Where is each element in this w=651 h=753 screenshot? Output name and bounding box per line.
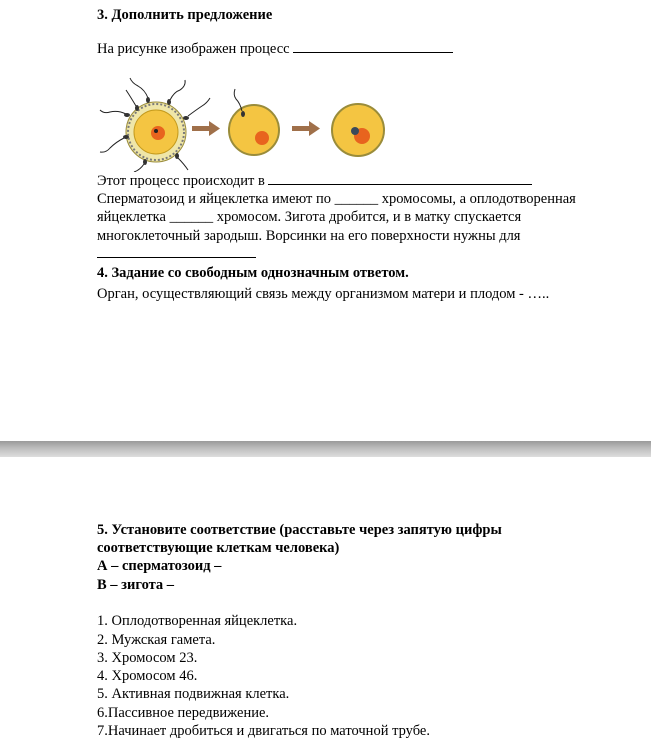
list-item: 2. Мужская гамета. xyxy=(97,632,216,648)
list-item: 5. Активная подвижная клетка. xyxy=(97,686,290,702)
q5-option-b: В – зигота – xyxy=(97,577,175,593)
q3-line3: Сперматозоид и яйцеклетка имеют по ______ хромосомы, а оплодотворенная xyxy=(97,191,576,207)
list-item: 1. Оплодотворенная яйцеклетка. xyxy=(97,613,298,629)
q3-line5: многоклеточный зародыш. Ворсинки на его поверхности нужны для xyxy=(97,228,521,244)
q3-line2-text: Этот процесс происходит в xyxy=(97,173,269,189)
fertilization-figure xyxy=(96,76,392,172)
q4-title: 4. Задание со свободным однозначным ответом. xyxy=(97,265,409,281)
q5-title-line1: 5. Установите соответствие (расставьте через запятую цифры xyxy=(97,522,502,538)
arrow-right-icon xyxy=(292,121,320,136)
list-item: 6.Пассивное передвижение. xyxy=(97,705,270,721)
answer-blank-process[interactable] xyxy=(293,40,453,53)
arrow-right-icon xyxy=(192,121,220,136)
q3-line6 xyxy=(97,245,256,263)
q4-text: Орган, осуществляющий связь между организмом матери и плодом - ….. xyxy=(97,286,550,302)
list-item: 3. Хромосом 23. xyxy=(97,650,198,666)
q3-title: 3. Дополнить предложение xyxy=(97,7,273,23)
egg-sperm-entering-illustration xyxy=(229,89,279,155)
page-gap xyxy=(0,441,651,457)
answer-blank-location[interactable] xyxy=(268,172,532,185)
list-item: 7.Начинает дробиться и двигаться по маточной трубе. xyxy=(97,723,430,739)
q3-line1 xyxy=(97,40,453,58)
answer-blank-villi[interactable] xyxy=(97,245,256,258)
q5-option-a: А – сперматозоид – xyxy=(97,558,222,574)
q3-line2 xyxy=(97,172,532,190)
q5-title-line2: соответствующие клеткам человека) xyxy=(97,540,340,556)
page-2 xyxy=(0,457,651,753)
egg-with-sperms-illustration xyxy=(100,78,210,172)
q3-line1-text: На рисунке изображен процесс xyxy=(97,41,294,57)
q3-line4: яйцеклетка ______ хромосом. Зигота дробится, и в матку спускается xyxy=(97,209,522,225)
list-item: 4. Хромосом 46. xyxy=(97,668,198,684)
zygote-illustration xyxy=(332,104,384,156)
